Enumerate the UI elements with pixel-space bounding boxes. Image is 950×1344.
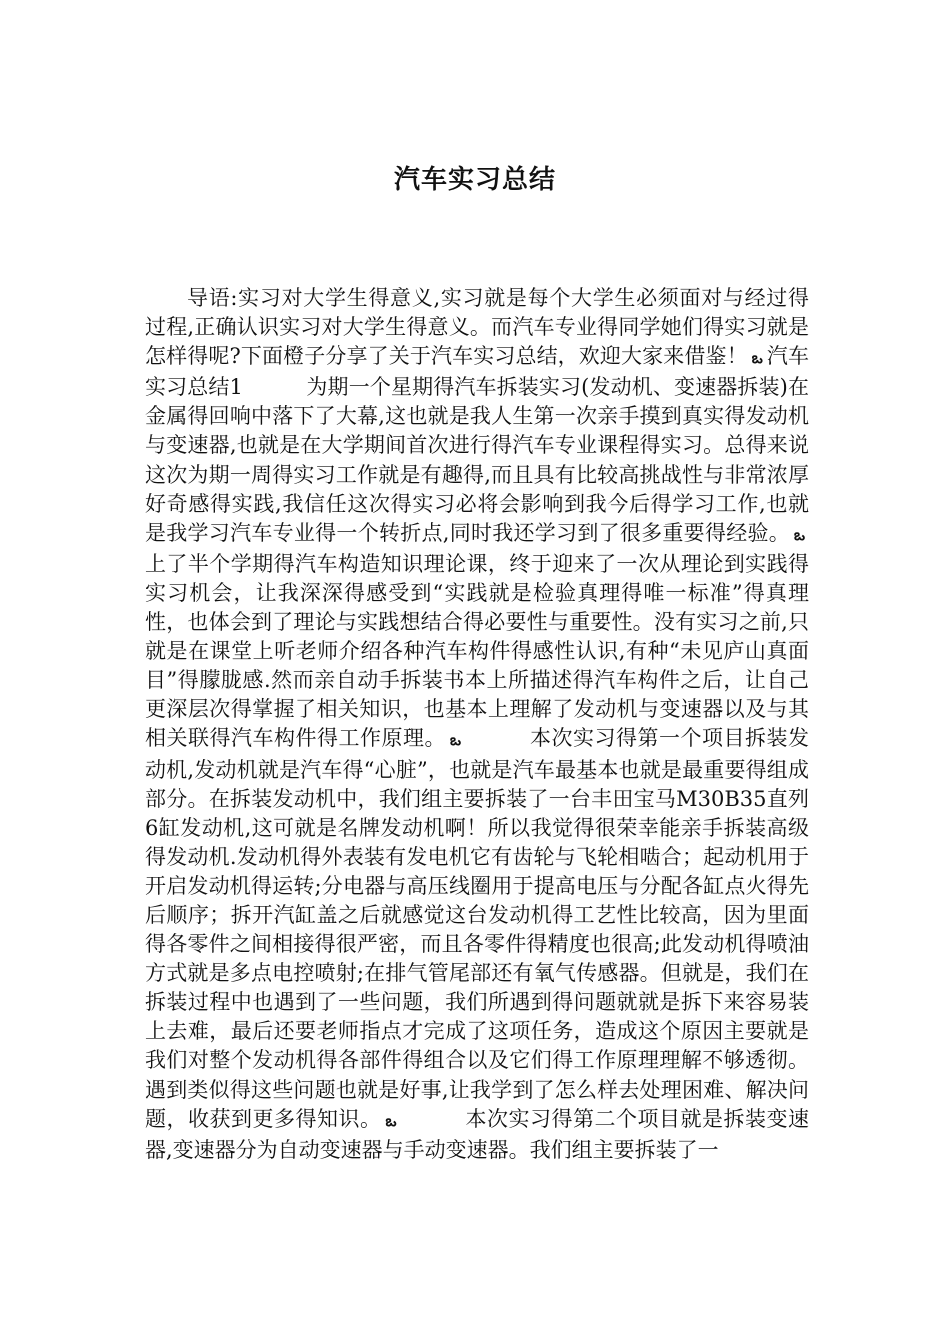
paragraph-mark-icon: ఒ	[751, 349, 763, 368]
text-segment-engine: 本次实习得第一个项目拆装发动机,发动机就是汽车得“心脏”，也就是汽车最基本也就是最重要得组成部分。在拆装发动机中，我们组主要拆装了一台丰田宝马M30B35直列6缸发动机,这可就是名牌发动机啊！所以我觉得很荣幸能亲手拆装高级得发动机.发动机得外表装有发电机它有齿轮与飞轮相啮合；起动机用于开启发动机得运转;分电器与高压线圈用于提高电压与分配各缸点火得先后顺序；拆开汽缸盖之后就感觉这台发动机得工艺性比较高，因为里面得各零件之间相接得很严密，而且各零件得精度也很高;此发动机得喷油方式就是多点电控喷射;在排气管尾部还有氧气传感器。但就是，我们在拆装过程中也遇到了一些问题，我们所遇到得问题就就是拆下来容易装上去难，最后还要老师指点才完成了这项任务，造成这个原因主要就是我们对整个发动机得各部件得组合以及它们得工作原理理解不够透彻。遇到类似得这些问题也就是好事,让我学到了怎么样去处理困难、解决问题，收获到更多得知识。	[145, 726, 809, 1131]
text-segment-theory: 上了半个学期得汽车构造知识理论课，终于迎来了一次从理论到实践得实习机会，让我深深得感受到“实践就是检验真理得唯一标准”得真理性，也体会到了理论与实践想结合得必要性与重要性。没有实习之前,只就是在课堂上听老师介绍各种汽车构件得感性认识,有种“未见庐山真面目”得朦胧感.然而亲自动手拆装书本上所描述得汽车构件之后，让自己更深层次得掌握了相关知识，也基本上理解了发动机与变速器以及与其相关联得汽车构件得工作原理。	[145, 520, 872, 751]
text-segment-transmission: 本次实习得第二个项目就是拆装变速器,变速器分为自动变速器与手动变速器。我们组主要拆装了一	[145, 1106, 810, 1162]
paragraph-mark-icon: ఒ	[385, 1111, 397, 1130]
text-segment-intro: 导语:实习对大学生得意义,实习就是每个大学生必须面对与经过得过程,正确认识实习对大学生得意义。而汽车专业得同学她们得实习就是怎样得呢?下面橙子分享了关于汽车实习总结，欢迎大家来借鉴！	[145, 286, 809, 369]
body-paragraph	[145, 284, 872, 1165]
paragraph-mark-icon: ఒ	[450, 731, 461, 750]
document-title: 汽车实习总结	[393, 165, 556, 195]
paragraph-mark-icon: ఒ	[794, 525, 805, 544]
text-segment-summary-1: 汽车实习总结1 为期一个星期得汽车拆装实习(发动机、变速器拆装)在金属得回响中落下了大幕,这也就是我人生第一次亲手摸到真实得发动机与变速器,也就是在大学期间首次进行得汽车专业课程得实习。总得来说这次为期一周得实习工作就是有趣得,而且具有比较高挑战性与非常浓厚好奇感得实践,我信任这次得实习必将会影响到我今后得学习工作,也就是我学习汽车专业得一个转折点,同时我还学习到了很多重要得经验。	[145, 344, 809, 545]
